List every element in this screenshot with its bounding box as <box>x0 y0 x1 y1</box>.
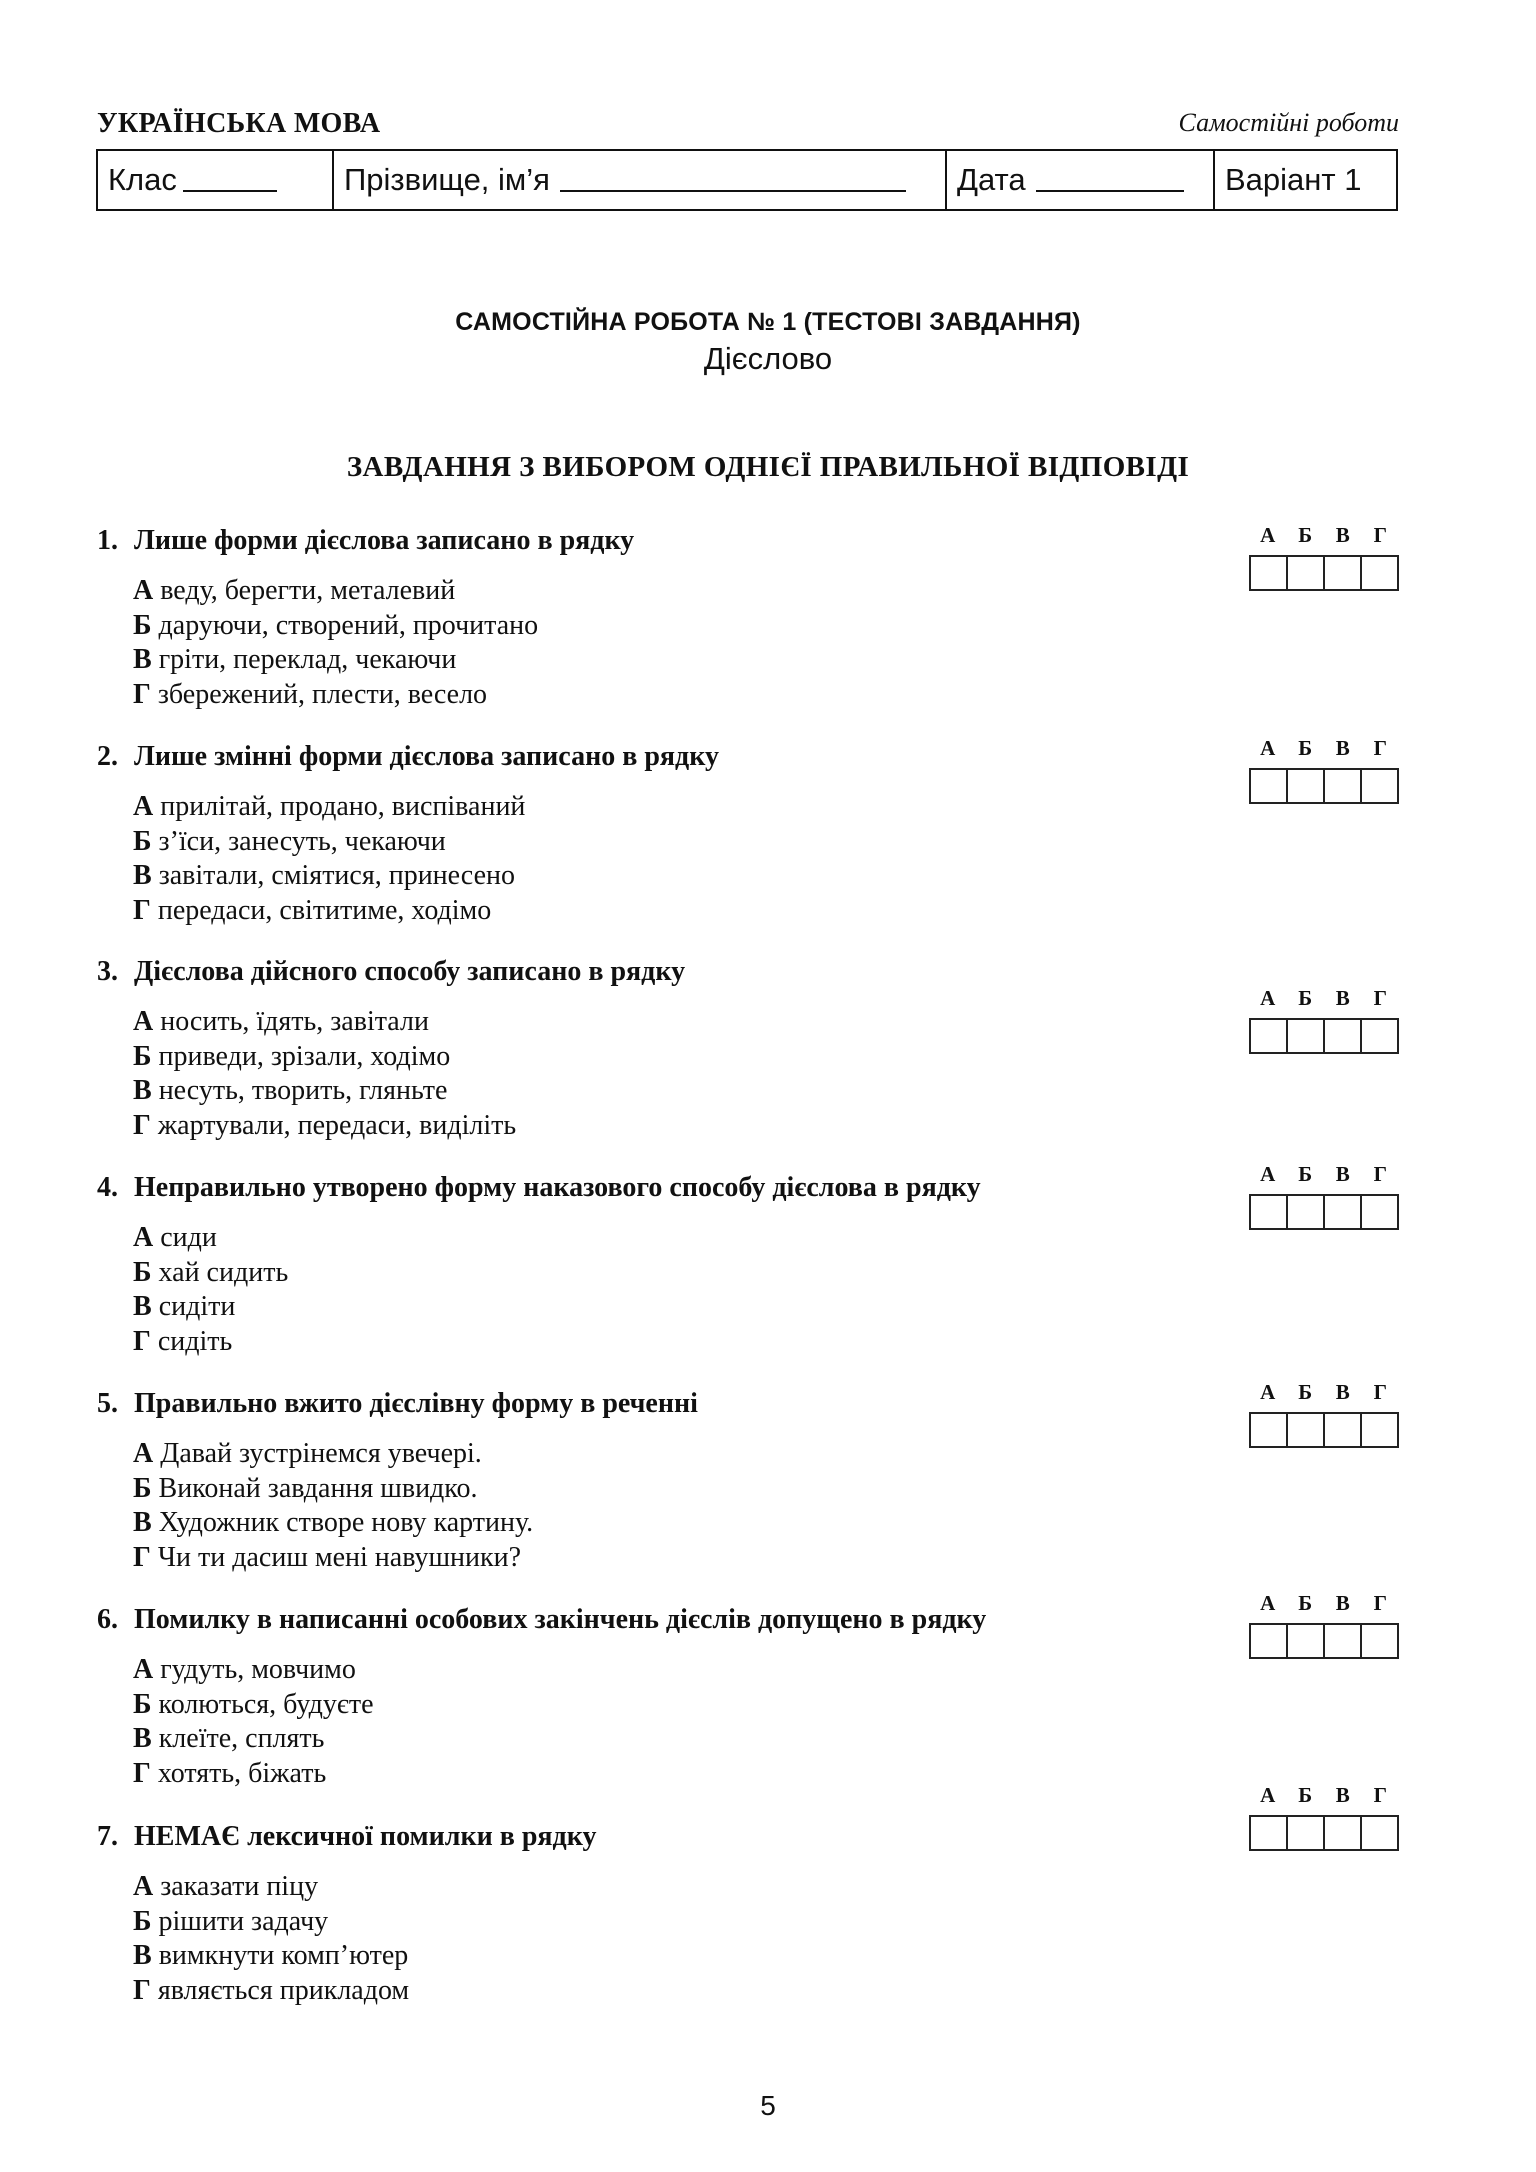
section-title: ЗАВДАННЯ З ВИБОРОМ ОДНІЄЇ ПРАВИЛЬНОЇ ВІДПОВІДІ <box>346 451 1190 483</box>
answer-grid-cells <box>1249 1815 1399 1851</box>
option-letter: Г <box>133 1974 151 2006</box>
answer-grid-cells <box>1249 1018 1399 1054</box>
answer-option <box>133 1722 1397 1757</box>
task-1 <box>97 521 1397 712</box>
option-text: несуть, творить, гляньте <box>158 1075 448 1106</box>
answer-grid-letter: Б <box>1298 1591 1313 1615</box>
option-text: даруючи, створений, прочитано <box>158 609 539 641</box>
answer-checkbox[interactable] <box>1288 1625 1325 1657</box>
answer-option <box>133 1221 1397 1256</box>
option-text: вимкнути комп’ютер <box>158 1940 409 1971</box>
option-letter: Б <box>133 1256 152 1288</box>
option-letter: Г <box>133 894 151 926</box>
option-text: хотять, біжать <box>157 1757 327 1789</box>
variant-cell <box>1215 151 1396 209</box>
option-letter: Б <box>133 1472 152 1504</box>
date-field[interactable] <box>947 151 1215 209</box>
answer-grid-cells <box>1249 1623 1399 1659</box>
option-letter: А <box>133 575 154 606</box>
answer-option <box>133 1905 1397 1940</box>
option-letter: А <box>133 1222 154 1253</box>
answer-checkbox[interactable] <box>1325 1625 1362 1657</box>
class-label: Клас <box>108 162 177 197</box>
student-info-table <box>96 149 1398 211</box>
answer-grid-letter: А <box>1260 986 1276 1010</box>
answer-checkbox[interactable] <box>1288 1196 1325 1228</box>
task-question-text: Дієслова дійсного способу записано в рядку <box>134 956 686 987</box>
option-text: заказати піцу <box>160 1871 319 1902</box>
answer-grid-letters <box>1249 1380 1399 1404</box>
answer-checkbox[interactable] <box>1362 770 1397 802</box>
answer-option <box>133 1005 1397 1040</box>
name-label: Прізвище, ім’я <box>344 162 550 197</box>
answer-option <box>133 1939 1397 1974</box>
answer-grid-letters <box>1249 986 1399 1010</box>
answer-grid-letter: Г <box>1373 1783 1387 1807</box>
answer-checkbox[interactable] <box>1325 1817 1362 1849</box>
answer-grid-letters <box>1249 523 1399 547</box>
date-label: Дата <box>957 162 1026 197</box>
task-number: 2. <box>97 741 118 772</box>
answer-grid-letter: В <box>1335 1380 1350 1404</box>
answer-option <box>133 1688 1397 1723</box>
answer-checkbox[interactable] <box>1325 1414 1362 1446</box>
option-letter: Г <box>133 1109 151 1141</box>
option-letter: В <box>133 644 152 675</box>
answer-checkbox[interactable] <box>1251 1020 1288 1052</box>
answer-grid-letter: В <box>1335 1783 1350 1807</box>
answer-option <box>133 1074 1397 1109</box>
answer-grid-2 <box>1249 736 1399 804</box>
task-question-text: Лише змінні форми дієслова записано в рядку <box>134 741 719 772</box>
option-letter: В <box>133 1940 152 1971</box>
class-field[interactable] <box>98 151 334 209</box>
answer-grid-7 <box>1249 1783 1399 1851</box>
work-topic: Дієслово <box>703 341 833 376</box>
answer-grid-cells <box>1249 555 1399 591</box>
answer-option <box>133 1757 1397 1792</box>
answer-grid-letter: В <box>1335 1162 1350 1186</box>
answer-option <box>133 894 1397 929</box>
answer-checkbox[interactable] <box>1288 770 1325 802</box>
answer-grid-letter: А <box>1260 736 1276 760</box>
option-text: приведи, зрізали, ходімо <box>158 1040 451 1072</box>
answer-grid-letter: А <box>1260 1783 1276 1807</box>
answer-options <box>133 1870 1397 2008</box>
answer-grid-letters <box>1249 1783 1399 1807</box>
task-number: 4. <box>97 1172 118 1203</box>
option-text: колються, будуєте <box>158 1688 374 1720</box>
page-number: 5 <box>760 2090 776 2121</box>
answer-grid-1 <box>1249 523 1399 591</box>
task-question <box>97 521 1397 561</box>
answer-checkbox[interactable] <box>1288 1817 1325 1849</box>
task-5 <box>97 1384 1397 1575</box>
option-text: Виконай завдання швидко. <box>158 1472 478 1504</box>
option-letter: Б <box>133 1688 152 1720</box>
task-3 <box>97 952 1397 1143</box>
task-question <box>97 1817 1397 1857</box>
answer-checkbox[interactable] <box>1362 557 1397 589</box>
answer-options <box>133 574 1397 712</box>
task-question <box>97 952 1397 992</box>
option-letter: В <box>133 860 152 891</box>
option-text: рішити задачу <box>158 1905 329 1937</box>
answer-grid-letter: Б <box>1298 1380 1313 1404</box>
answer-checkbox[interactable] <box>1362 1196 1397 1228</box>
option-text: передаси, світитиме, ходімо <box>157 894 492 926</box>
option-letter: Б <box>133 609 152 641</box>
answer-grid-letter: Б <box>1298 1162 1313 1186</box>
running-header <box>97 104 1399 140</box>
answer-grid-letter: Г <box>1373 1591 1387 1615</box>
option-letter: А <box>133 791 154 822</box>
task-number: 6. <box>97 1604 118 1635</box>
answer-checkbox[interactable] <box>1251 1196 1288 1228</box>
task-question-text: Лише форми дієслова записано в рядку <box>134 525 635 556</box>
subject-title: УКРАЇНСЬКА МОВА <box>97 108 381 139</box>
option-text: сидіть <box>157 1325 233 1357</box>
name-field[interactable] <box>334 151 947 209</box>
task-number: 3. <box>97 956 118 987</box>
task-question-text: Правильно вжито дієслівну форму в реченні <box>134 1388 698 1419</box>
answer-checkbox[interactable] <box>1288 1414 1325 1446</box>
answer-option <box>133 1325 1397 1360</box>
answer-checkbox[interactable] <box>1288 1020 1325 1052</box>
answer-grid-cells <box>1249 1194 1399 1230</box>
answer-grid-6 <box>1249 1591 1399 1659</box>
answer-option <box>133 1040 1397 1075</box>
answer-grid-letter: Б <box>1298 523 1313 547</box>
answer-checkbox[interactable] <box>1325 557 1362 589</box>
answer-checkbox[interactable] <box>1325 1020 1362 1052</box>
answer-grid-letters <box>1249 1162 1399 1186</box>
task-question <box>97 737 1397 777</box>
option-text: хай сидить <box>158 1256 289 1288</box>
task-question-text: НЕМАЄ лексичної помилки в рядку <box>134 1821 597 1852</box>
answer-option <box>133 643 1397 678</box>
answer-options <box>133 1653 1397 1791</box>
answer-option <box>133 1290 1397 1325</box>
task-2 <box>97 737 1397 928</box>
option-text: з’їси, занесуть, чекаючи <box>158 825 446 857</box>
answer-checkbox[interactable] <box>1288 557 1325 589</box>
option-letter: Г <box>133 1757 151 1789</box>
variant-label: Варіант 1 <box>1225 162 1362 197</box>
task-question <box>97 1384 1397 1424</box>
answer-grid-letter: А <box>1260 1591 1276 1615</box>
answer-options <box>133 1437 1397 1575</box>
name-blank[interactable] <box>560 168 906 192</box>
answer-option <box>133 825 1397 860</box>
answer-grid-letter: Г <box>1373 1380 1387 1404</box>
task-question-text: Неправильно утворено форму наказового способу дієслова в рядку <box>134 1172 981 1203</box>
option-text: прилітай, продано, виспіваний <box>160 791 526 822</box>
answer-grid-letter: Г <box>1373 986 1387 1010</box>
answer-option <box>133 1472 1397 1507</box>
option-text: гудуть, мовчимо <box>160 1654 356 1685</box>
task-question <box>97 1600 1397 1640</box>
answer-grid-letter: В <box>1335 523 1350 547</box>
answer-checkbox[interactable] <box>1362 1414 1397 1446</box>
answer-option <box>133 1653 1397 1688</box>
option-letter: В <box>133 1075 152 1106</box>
answer-grid-letter: Б <box>1298 1783 1313 1807</box>
option-letter: Г <box>133 678 151 710</box>
answer-option <box>133 1109 1397 1144</box>
option-letter: В <box>133 1507 152 1538</box>
answer-grid-letter: Г <box>1373 1162 1387 1186</box>
answer-option <box>133 574 1397 609</box>
option-text: збережений, плести, весело <box>157 678 488 710</box>
answer-option <box>133 1974 1397 2009</box>
answer-grid-letter: В <box>1335 736 1350 760</box>
option-text: гріти, переклад, чекаючи <box>158 644 457 675</box>
option-letter: В <box>133 1723 152 1754</box>
answer-options <box>133 1005 1397 1143</box>
option-text: Художник створе нову картину. <box>158 1507 534 1538</box>
answer-option <box>133 859 1397 894</box>
answer-grid-cells <box>1249 1412 1399 1448</box>
option-letter: А <box>133 1871 154 1902</box>
option-letter: А <box>133 1006 154 1037</box>
task-question-text: Помилку в написанні особових закінчень дієслів допущено в рядку <box>134 1604 987 1635</box>
answer-grid-4 <box>1249 1162 1399 1230</box>
option-letter: Г <box>133 1325 151 1357</box>
task-number: 1. <box>97 525 118 556</box>
series-title: Самостійні роботи <box>1178 108 1399 137</box>
option-text: Давай зустрінемся увечері. <box>160 1438 482 1469</box>
option-letter: Б <box>133 1905 152 1937</box>
answer-option <box>133 1437 1397 1472</box>
answer-option <box>133 1506 1397 1541</box>
option-letter: Г <box>133 1541 151 1573</box>
option-letter: А <box>133 1438 154 1469</box>
answer-grid-5 <box>1249 1380 1399 1448</box>
answer-checkbox[interactable] <box>1251 770 1288 802</box>
task-number: 5. <box>97 1388 118 1419</box>
task-number: 7. <box>97 1821 118 1852</box>
answer-options <box>133 1221 1397 1359</box>
answer-checkbox[interactable] <box>1251 557 1288 589</box>
answer-option <box>133 1541 1397 1576</box>
answer-option <box>133 609 1397 644</box>
option-letter: А <box>133 1654 154 1685</box>
answer-grid-letters <box>1249 736 1399 760</box>
option-letter: В <box>133 1291 152 1322</box>
option-text: носить, їдять, завітали <box>160 1006 429 1037</box>
answer-option <box>133 790 1397 825</box>
option-text: являється прикладом <box>157 1974 410 2006</box>
option-text: веду, берегти, металевий <box>160 575 456 606</box>
answer-checkbox[interactable] <box>1251 1817 1288 1849</box>
answer-grid-3 <box>1249 986 1399 1054</box>
option-text: Чи ти дасиш мені навушники? <box>157 1541 522 1573</box>
answer-checkbox[interactable] <box>1325 1196 1362 1228</box>
option-letter: Б <box>133 825 152 857</box>
answer-grid-letter: Г <box>1373 736 1387 760</box>
answer-checkbox[interactable] <box>1362 1625 1397 1657</box>
answer-checkbox[interactable] <box>1251 1414 1288 1446</box>
answer-grid-letter: Г <box>1373 523 1387 547</box>
option-text: сиди <box>160 1222 217 1253</box>
answer-grid-letters <box>1249 1591 1399 1615</box>
answer-option <box>133 678 1397 713</box>
task-question <box>97 1168 1397 1208</box>
answer-grid-cells <box>1249 768 1399 804</box>
answer-grid-letter: В <box>1335 1591 1350 1615</box>
answer-checkbox[interactable] <box>1325 770 1362 802</box>
option-text: клеїте, сплять <box>158 1723 325 1754</box>
option-text: завітали, сміятися, принесено <box>158 860 515 891</box>
task-4 <box>97 1168 1397 1359</box>
date-blank[interactable] <box>1036 168 1184 192</box>
answer-checkbox[interactable] <box>1362 1817 1397 1849</box>
class-blank[interactable] <box>183 168 277 192</box>
option-text: сидіти <box>158 1291 236 1322</box>
option-text: жартували, передаси, виділіть <box>157 1109 517 1141</box>
answer-option <box>133 1870 1397 1905</box>
option-letter: Б <box>133 1040 152 1072</box>
answer-checkbox[interactable] <box>1362 1020 1397 1052</box>
answer-grid-letter: А <box>1260 1162 1276 1186</box>
answer-grid-letter: А <box>1260 523 1276 547</box>
task-7 <box>97 1817 1397 2008</box>
answer-grid-letter: Б <box>1298 986 1313 1010</box>
answer-checkbox[interactable] <box>1251 1625 1288 1657</box>
task-6 <box>97 1600 1397 1791</box>
answer-option <box>133 1256 1397 1291</box>
answer-grid-letter: Б <box>1298 736 1313 760</box>
work-title: САМОСТІЙНА РОБОТА № 1 (ТЕСТОВІ ЗАВДАННЯ) <box>455 308 1081 336</box>
answer-options <box>133 790 1397 928</box>
answer-grid-letter: В <box>1335 986 1350 1010</box>
answer-grid-letter: А <box>1260 1380 1276 1404</box>
